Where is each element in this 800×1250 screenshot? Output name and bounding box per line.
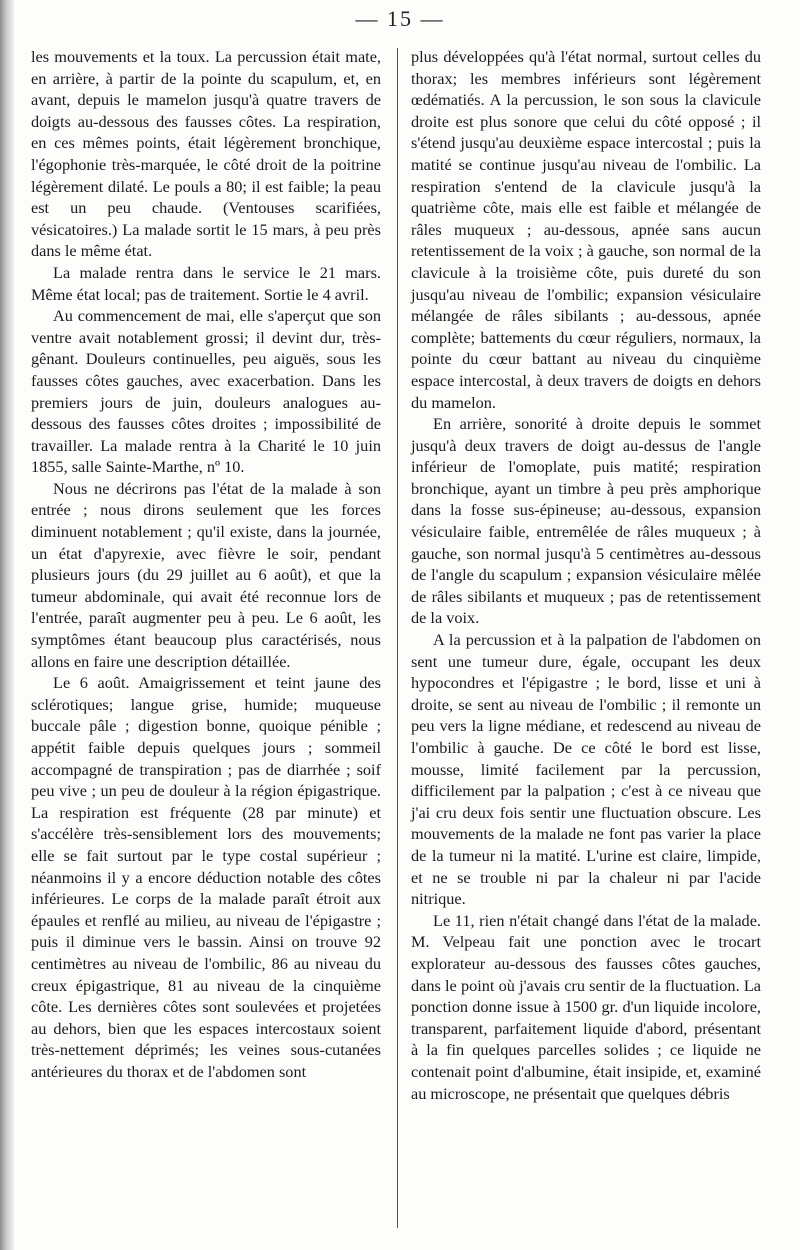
column-divider bbox=[397, 48, 398, 1228]
paragraph: Au commencement de mai, elle s'aperçut que son ventre avait notablement grossi; il devint dur, très-gênant. Douleurs continuelles, peu aiguës, sous les fausses côtes gauches, avec exacerbation. Dans les premiers jours de juin, douleurs analogues au-dessous des fausses côtes droites ; impossibilité de travailler. La malade rentra à la Charité le 10 juin 1855, salle Sainte-Marthe, nº 10. bbox=[31, 306, 381, 477]
paragraph: plus développées qu'à l'état normal, surtout celles du thorax; les membres inférieurs sont légèrement œdématiés. A la percussion, le son sous la clavicule droite est plus sonore que celui du côté opposé ; il s'étend jusqu'au deuxième espace intercostal ; puis la matité se continue jusqu'au niveau de l'ombilic. La respiration s'entend de la clavicule jusqu'à la quatrième côte, mais elle est faible et mélangée de râles muqueux ; au-dessous, apnée sans aucun retentissement de la voix ; à gauche, son normal de la clavicule à la troisième côte, puis dureté du son jusqu'au niveau de l'ombilic; expansion vésiculaire mélangée de râles sibilants ; au-dessous, apnée complète; battements du cœur réguliers, normaux, la pointe du cœur battant au niveau du cinquième espace intercostal, à deux travers de doigts en dehors du mamelon. bbox=[411, 47, 761, 412]
paragraph: La malade rentra dans le service le 21 mars. Même état local; pas de traitement. Sortie le 4 avril. bbox=[31, 262, 381, 304]
paragraph: Le 11, rien n'était changé dans l'état de la malade. M. Velpeau fait une ponction avec le trocart explorateur au-dessous des fausses côtes gauches, dans le point où j'avais cru sentir de la fluctuation. La ponction donne issue à 1500 gr. d'un liquide incolore, transparent, parfaitement liquide d'abord, présentant à la fin quelques parcelles solides ; ce liquide ne contenait point d'albumine, était insipide, et, examiné au microscope, ne présentait que quelques débris bbox=[411, 910, 761, 1103]
page-number: — 15 — bbox=[355, 6, 445, 31]
page-binding-shadow bbox=[0, 0, 14, 1250]
paragraph: les mouvements et la toux. La percussion était mate, en arrière, à partir de la pointe du scapulum, et, en avant, depuis le mamelon jusqu'à quatre travers de doigts au-dessous des fausses côtes. La respiration, en ces mêmes points, était légèrement bronchique, l'égophonie très-marquée, le côté droit de la poitrine légèrement dilaté. Le pouls a 80; il est faible; la peau est un peu chaude. (Ventouses scarifiées, vésicatoires.) La malade sortit le 15 mars, à peu près dans le même état. bbox=[31, 47, 381, 261]
left-column bbox=[31, 46, 381, 1083]
paragraph: A la percussion et à la palpation de l'abdomen on sent une tumeur dure, égale, occupant les deux hypocondres et l'épigastre ; le bord, lisse et uni à droite, se sent au niveau de l'ombilic ; il remonte un peu vers la ligne médiane, et redescend au niveau de l'ombilic à gauche. De ce côté le bord est lisse, mousse, limité facilement par la percussion, difficilement par la palpation ; c'est à ce niveau que j'ai cru deux fois sentir une fluctuation obscure. Les mouvements de la malade ne font pas varier la place de la tumeur ni la matité. L'urine est claire, limpide, et ne se trouble ni par la chaleur ni par l'acide nitrique. bbox=[411, 630, 761, 909]
paragraph: Le 6 août. Amaigrissement et teint jaune des sclérotiques; langue grise, humide; muqueuse buccale pâle ; digestion bonne, quoique pénible ; appétit faible depuis quelques jours ; sommeil accompagné de transpiration ; pas de diarrhée ; soif peu vive ; un peu de douleur à la région épigastrique. La respiration est fréquente (28 par minute) et s'accélère très-sensiblement lors des mouvements; elle se fait surtout par le type costal supérieur ; néanmoins il y a encore déduction notable des côtes inférieures. Le corps de la malade paraît étroit aux épaules et renflé au milieu, au niveau de l'épigastre ; puis il diminue vers le bassin. Ainsi on trouve 92 centimètres au niveau de l'ombilic, 86 au niveau du creux épigastrique, 81 au niveau de la cinquième côte. Les dernières côtes sont soulevées et projetées au dehors, bien que les espaces intercostaux soient très-nettement déprimés; les veines sous-cutanées antérieures du thorax et de l'abdomen sont bbox=[31, 673, 381, 1081]
right-column bbox=[411, 46, 761, 1104]
paragraph: En arrière, sonorité à droite depuis le sommet jusqu'à deux travers de doigt au-dessus de l'angle inférieur de l'omoplate, puis matité; respiration bronchique, ayant un timbre à peu près amphorique dans la fosse sus-épineuse; au-dessous, expansion vésiculaire faible, entremêlée de râles muqueux ; à gauche, son normal jusqu'à 5 centimètres au-dessous de l'angle du scapulum ; expansion vésiculaire mêlée de râles sibilants et muqueux ; pas de retentissement de la voix. bbox=[411, 414, 761, 628]
paragraph: Nous ne décrirons pas l'état de la malade à son entrée ; nous dirons seulement que les forces diminuent notablement ; qu'il existe, dans la journée, un état d'apyrexie, avec fièvre le soir, pendant plusieurs jours (du 29 juillet au 6 août), et que la tumeur abdominale, qui avait été reconnue lors de l'entrée, paraît augmenter peu à peu. Le 6 août, les symptômes étant beaucoup plus caractérisés, nous allons en faire une description détaillée. bbox=[31, 478, 381, 671]
